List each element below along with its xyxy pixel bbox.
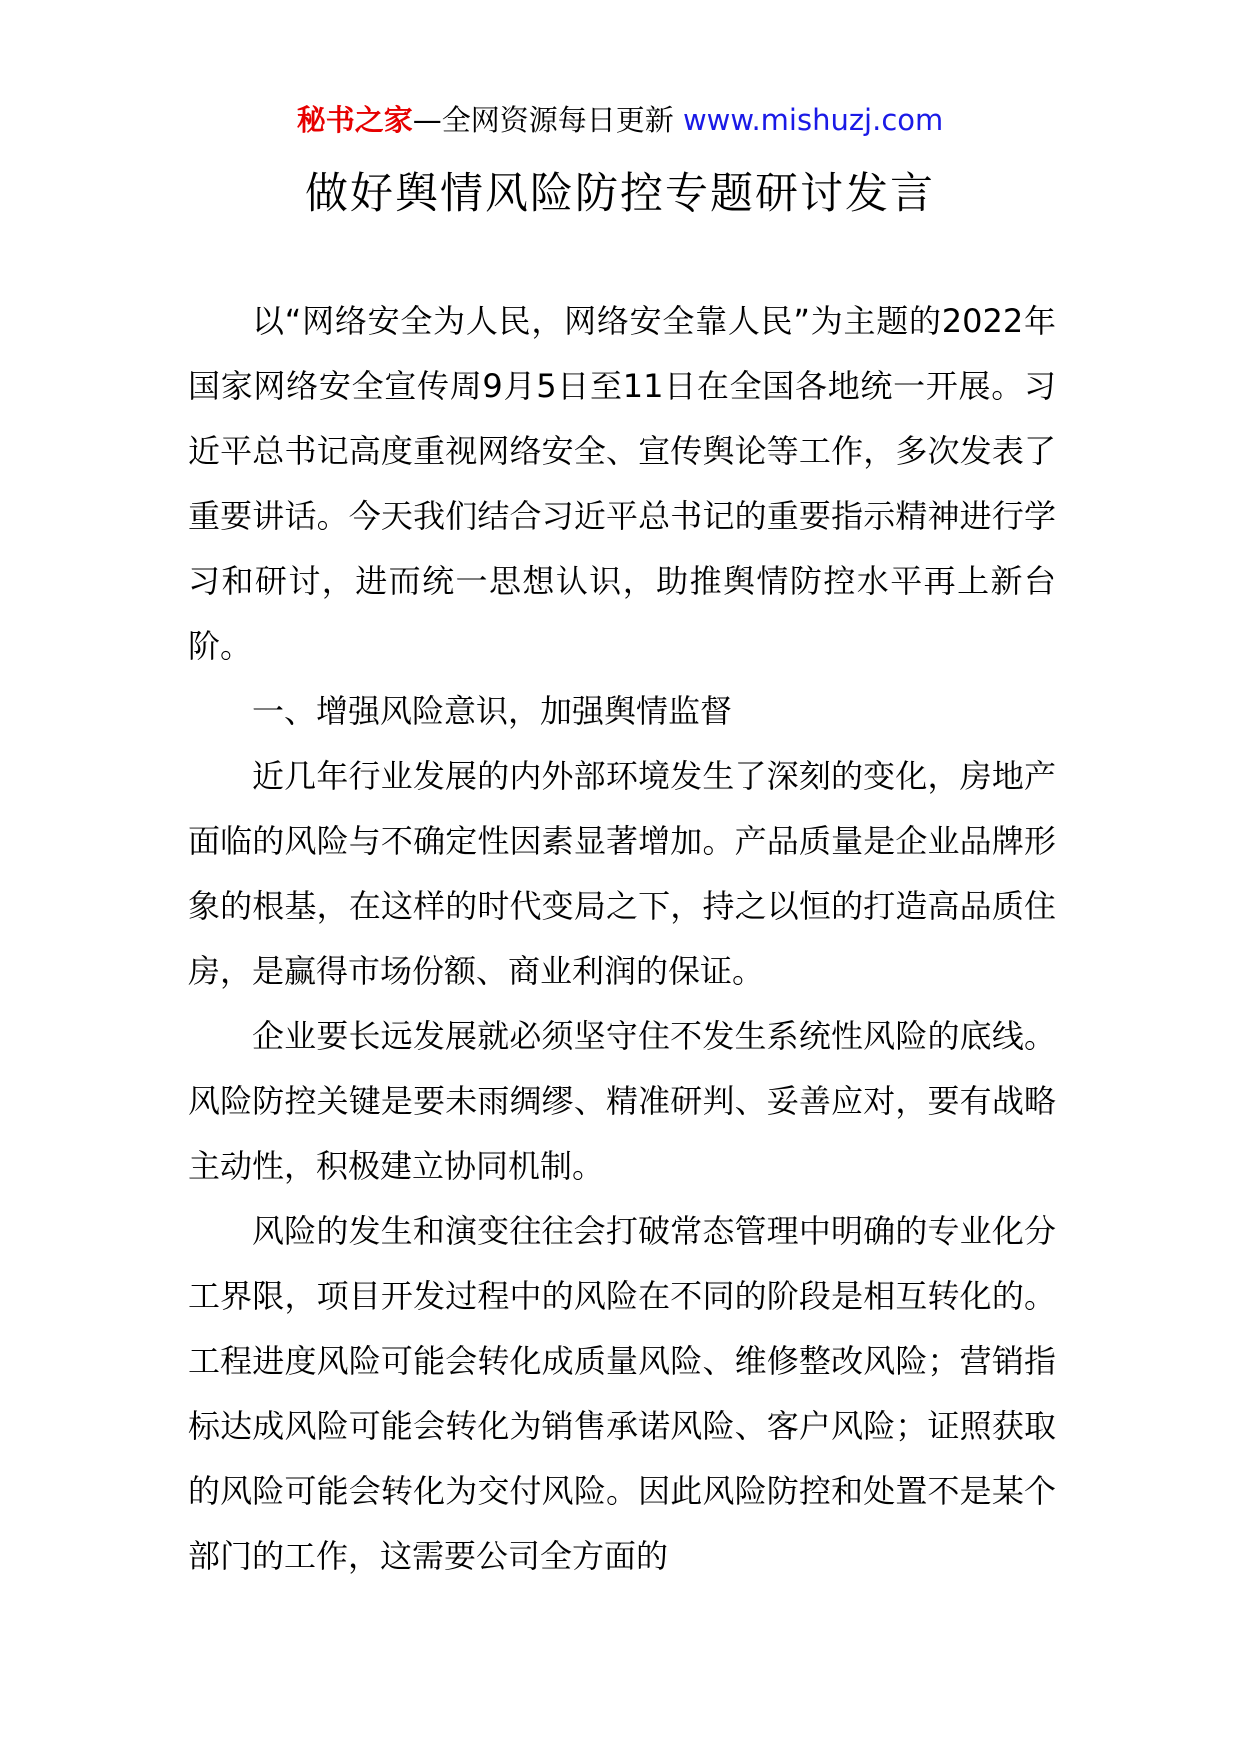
- section-heading-1: 一、增强风险意识，加强舆情监督: [252, 692, 733, 730]
- paragraph-risk-transform: 风险的发生和演变往往会打破常态管理中明确的专业化分工界限，项目开发过程中的风险在不同的阶段是相互转化的。工程进度风险可能会转化成质量风险、维修整改风险；营销指标达成风险可能会转化为销售承诺风险、客户风险；证照获取的风险可能会转化为交付风险。因此风险防控和处置不是某个部门的工作，这需要公司全方面的: [188, 1212, 1056, 1575]
- brand-name: 秘书之家: [296, 103, 413, 137]
- paragraph-industry: 近几年行业发展的内外部环境发生了深刻的变化，房地产面临的风险与不确定性因素显著增加。产品质量是企业品牌形象的根基，在这样的时代变局之下，持之以恒的打造高品质住房，是赢得市场份额、商业利润的保证。: [188, 757, 1056, 990]
- header-slogan: —全网资源每日更新: [412, 103, 674, 137]
- paragraph-intro: 以“网络安全为人民，网络安全靠人民”为主题的2022年国家网络安全宣传周9月5日至11日在全国各地统一开展。习近平总书记高度重视网络安全、宣传舆论等工作，多次发表了重要讲话。今天我们结合习近平总书记的重要指示精神进行学习和研讨，进而统一思想认识，助推舆情防控水平再上新台阶。: [188, 302, 1056, 665]
- site-header: [0, 100, 1240, 140]
- site-url-link[interactable]: www.mishuzj.com: [682, 103, 944, 137]
- document-body: [188, 289, 1056, 1589]
- paragraph-bottom-line: 企业要长远发展就必须坚守住不发生系统性风险的底线。风险防控关键是要未雨绸缪、精准研判、妥善应对，要有战略主动性，积极建立协同机制。: [188, 1017, 1056, 1185]
- document-title: 做好舆情风险防控专题研讨发言: [305, 169, 935, 219]
